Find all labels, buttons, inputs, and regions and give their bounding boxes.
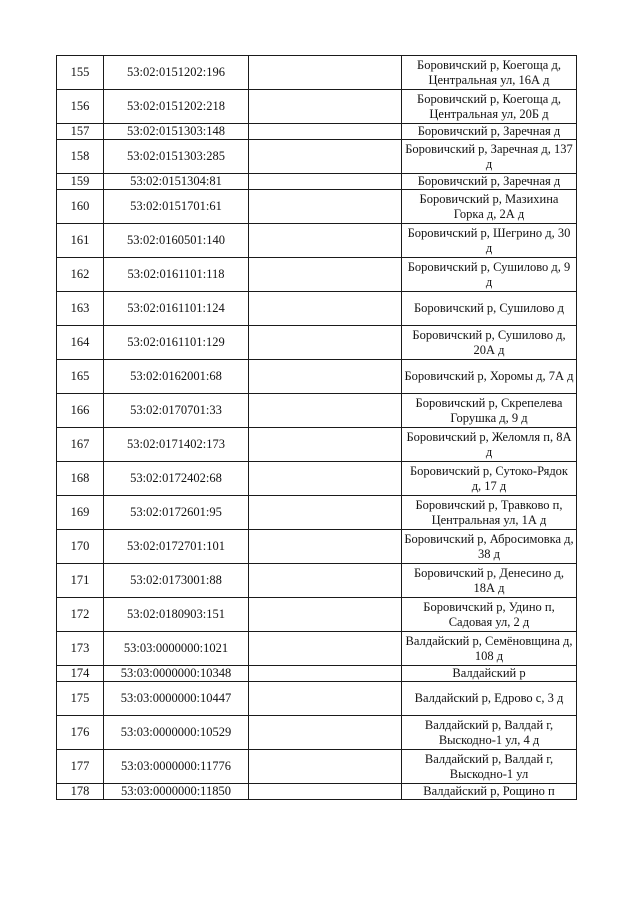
empty-cell (249, 56, 402, 90)
row-number-cell: 178 (57, 784, 104, 800)
empty-cell (249, 598, 402, 632)
cadastral-number-cell: 53:02:0180903:151 (104, 598, 249, 632)
address-cell: Боровичский р, Заречная д (402, 124, 577, 140)
table-row (57, 598, 577, 632)
cadastral-number-cell: 53:03:0000000:11850 (104, 784, 249, 800)
address-cell: Боровичский р, Сушилово д (402, 292, 577, 326)
empty-cell (249, 462, 402, 496)
address-cell: Боровичский р, Хоромы д, 7А д (402, 360, 577, 394)
row-number-cell: 164 (57, 326, 104, 360)
table-row (57, 682, 577, 716)
table-row (57, 56, 577, 90)
cadastral-number-cell: 53:02:0151202:196 (104, 56, 249, 90)
table-row (57, 174, 577, 190)
table-row (57, 292, 577, 326)
row-number-cell: 167 (57, 428, 104, 462)
row-number-cell: 170 (57, 530, 104, 564)
address-cell: Боровичский р, Коегоща д, Центральная ул, 20Б д (402, 90, 577, 124)
row-number-cell: 175 (57, 682, 104, 716)
table-row (57, 784, 577, 800)
cadastral-number-cell: 53:03:0000000:1021 (104, 632, 249, 666)
row-number-cell: 168 (57, 462, 104, 496)
cadastral-number-cell: 53:02:0151303:148 (104, 124, 249, 140)
address-cell: Боровичский р, Коегоща д, Центральная ул, 16А д (402, 56, 577, 90)
cadastral-number-cell: 53:02:0151303:285 (104, 140, 249, 174)
address-cell: Валдайский р (402, 666, 577, 682)
row-number-cell: 155 (57, 56, 104, 90)
cadastral-number-cell: 53:02:0172601:95 (104, 496, 249, 530)
row-number-cell: 160 (57, 190, 104, 224)
empty-cell (249, 682, 402, 716)
empty-cell (249, 496, 402, 530)
empty-cell (249, 428, 402, 462)
empty-cell (249, 360, 402, 394)
address-cell: Боровичский р, Заречная д (402, 174, 577, 190)
cadastral-number-cell: 53:02:0161101:129 (104, 326, 249, 360)
table-row (57, 124, 577, 140)
empty-cell (249, 394, 402, 428)
table-row (57, 462, 577, 496)
table-row (57, 224, 577, 258)
cadastral-number-cell: 53:02:0173001:88 (104, 564, 249, 598)
table-row (57, 90, 577, 124)
cadastral-number-cell: 53:03:0000000:10529 (104, 716, 249, 750)
address-cell: Боровичский р, Удино п, Садовая ул, 2 д (402, 598, 577, 632)
table-row (57, 360, 577, 394)
empty-cell (249, 90, 402, 124)
empty-cell (249, 140, 402, 174)
address-cell: Боровичский р, Абросимовка д, 38 д (402, 530, 577, 564)
empty-cell (249, 564, 402, 598)
table-row (57, 140, 577, 174)
row-number-cell: 174 (57, 666, 104, 682)
address-cell: Боровичский р, Сушилово д, 20А д (402, 326, 577, 360)
cadastral-number-cell: 53:02:0172701:101 (104, 530, 249, 564)
empty-cell (249, 632, 402, 666)
table-row (57, 428, 577, 462)
row-number-cell: 173 (57, 632, 104, 666)
address-cell: Боровичский р, Скрепелева Горушка д, 9 д (402, 394, 577, 428)
row-number-cell: 157 (57, 124, 104, 140)
row-number-cell: 177 (57, 750, 104, 784)
cadastral-number-cell: 53:02:0172402:68 (104, 462, 249, 496)
cadastral-number-cell: 53:02:0170701:33 (104, 394, 249, 428)
cadastral-number-cell: 53:02:0161101:124 (104, 292, 249, 326)
empty-cell (249, 716, 402, 750)
row-number-cell: 159 (57, 174, 104, 190)
register-table-body (57, 56, 577, 800)
register-table (56, 55, 577, 800)
address-cell: Боровичский р, Денесино д, 18А д (402, 564, 577, 598)
empty-cell (249, 292, 402, 326)
table-row (57, 326, 577, 360)
row-number-cell: 156 (57, 90, 104, 124)
cadastral-number-cell: 53:02:0151304:81 (104, 174, 249, 190)
empty-cell (249, 190, 402, 224)
cadastral-number-cell: 53:03:0000000:11776 (104, 750, 249, 784)
cadastral-number-cell: 53:03:0000000:10348 (104, 666, 249, 682)
table-row (57, 394, 577, 428)
empty-cell (249, 530, 402, 564)
table-row (57, 666, 577, 682)
row-number-cell: 171 (57, 564, 104, 598)
empty-cell (249, 666, 402, 682)
table-row (57, 564, 577, 598)
address-cell: Валдайский р, Валдай г, Выскодно-1 ул, 4 д (402, 716, 577, 750)
empty-cell (249, 750, 402, 784)
table-row (57, 632, 577, 666)
empty-cell (249, 174, 402, 190)
cadastral-number-cell: 53:02:0171402:173 (104, 428, 249, 462)
row-number-cell: 163 (57, 292, 104, 326)
address-cell: Боровичский р, Шегрино д, 30 д (402, 224, 577, 258)
address-cell: Боровичский р, Мазихина Горка д, 2А д (402, 190, 577, 224)
row-number-cell: 176 (57, 716, 104, 750)
row-number-cell: 166 (57, 394, 104, 428)
table-row (57, 496, 577, 530)
address-cell: Боровичский р, Сутоко-Рядок д, 17 д (402, 462, 577, 496)
row-number-cell: 161 (57, 224, 104, 258)
address-cell: Валдайский р, Едрово с, 3 д (402, 682, 577, 716)
address-cell: Боровичский р, Травково п, Центральная ул, 1А д (402, 496, 577, 530)
empty-cell (249, 326, 402, 360)
table-row (57, 530, 577, 564)
cadastral-number-cell: 53:02:0161101:118 (104, 258, 249, 292)
row-number-cell: 158 (57, 140, 104, 174)
empty-cell (249, 258, 402, 292)
address-cell: Боровичский р, Заречная д, 137 д (402, 140, 577, 174)
cadastral-number-cell: 53:02:0151701:61 (104, 190, 249, 224)
address-cell: Валдайский р, Рощино п (402, 784, 577, 800)
empty-cell (249, 784, 402, 800)
address-cell: Боровичский р, Сушилово д, 9 д (402, 258, 577, 292)
row-number-cell: 172 (57, 598, 104, 632)
cadastral-number-cell: 53:03:0000000:10447 (104, 682, 249, 716)
address-cell: Валдайский р, Семёновщина д, 108 д (402, 632, 577, 666)
row-number-cell: 162 (57, 258, 104, 292)
row-number-cell: 169 (57, 496, 104, 530)
address-cell: Валдайский р, Валдай г, Выскодно-1 ул (402, 750, 577, 784)
table-row (57, 716, 577, 750)
table-row (57, 750, 577, 784)
table-row (57, 190, 577, 224)
row-number-cell: 165 (57, 360, 104, 394)
empty-cell (249, 124, 402, 140)
cadastral-number-cell: 53:02:0162001:68 (104, 360, 249, 394)
cadastral-number-cell: 53:02:0160501:140 (104, 224, 249, 258)
address-cell: Боровичский р, Желомля п, 8А д (402, 428, 577, 462)
cadastral-number-cell: 53:02:0151202:218 (104, 90, 249, 124)
empty-cell (249, 224, 402, 258)
table-row (57, 258, 577, 292)
